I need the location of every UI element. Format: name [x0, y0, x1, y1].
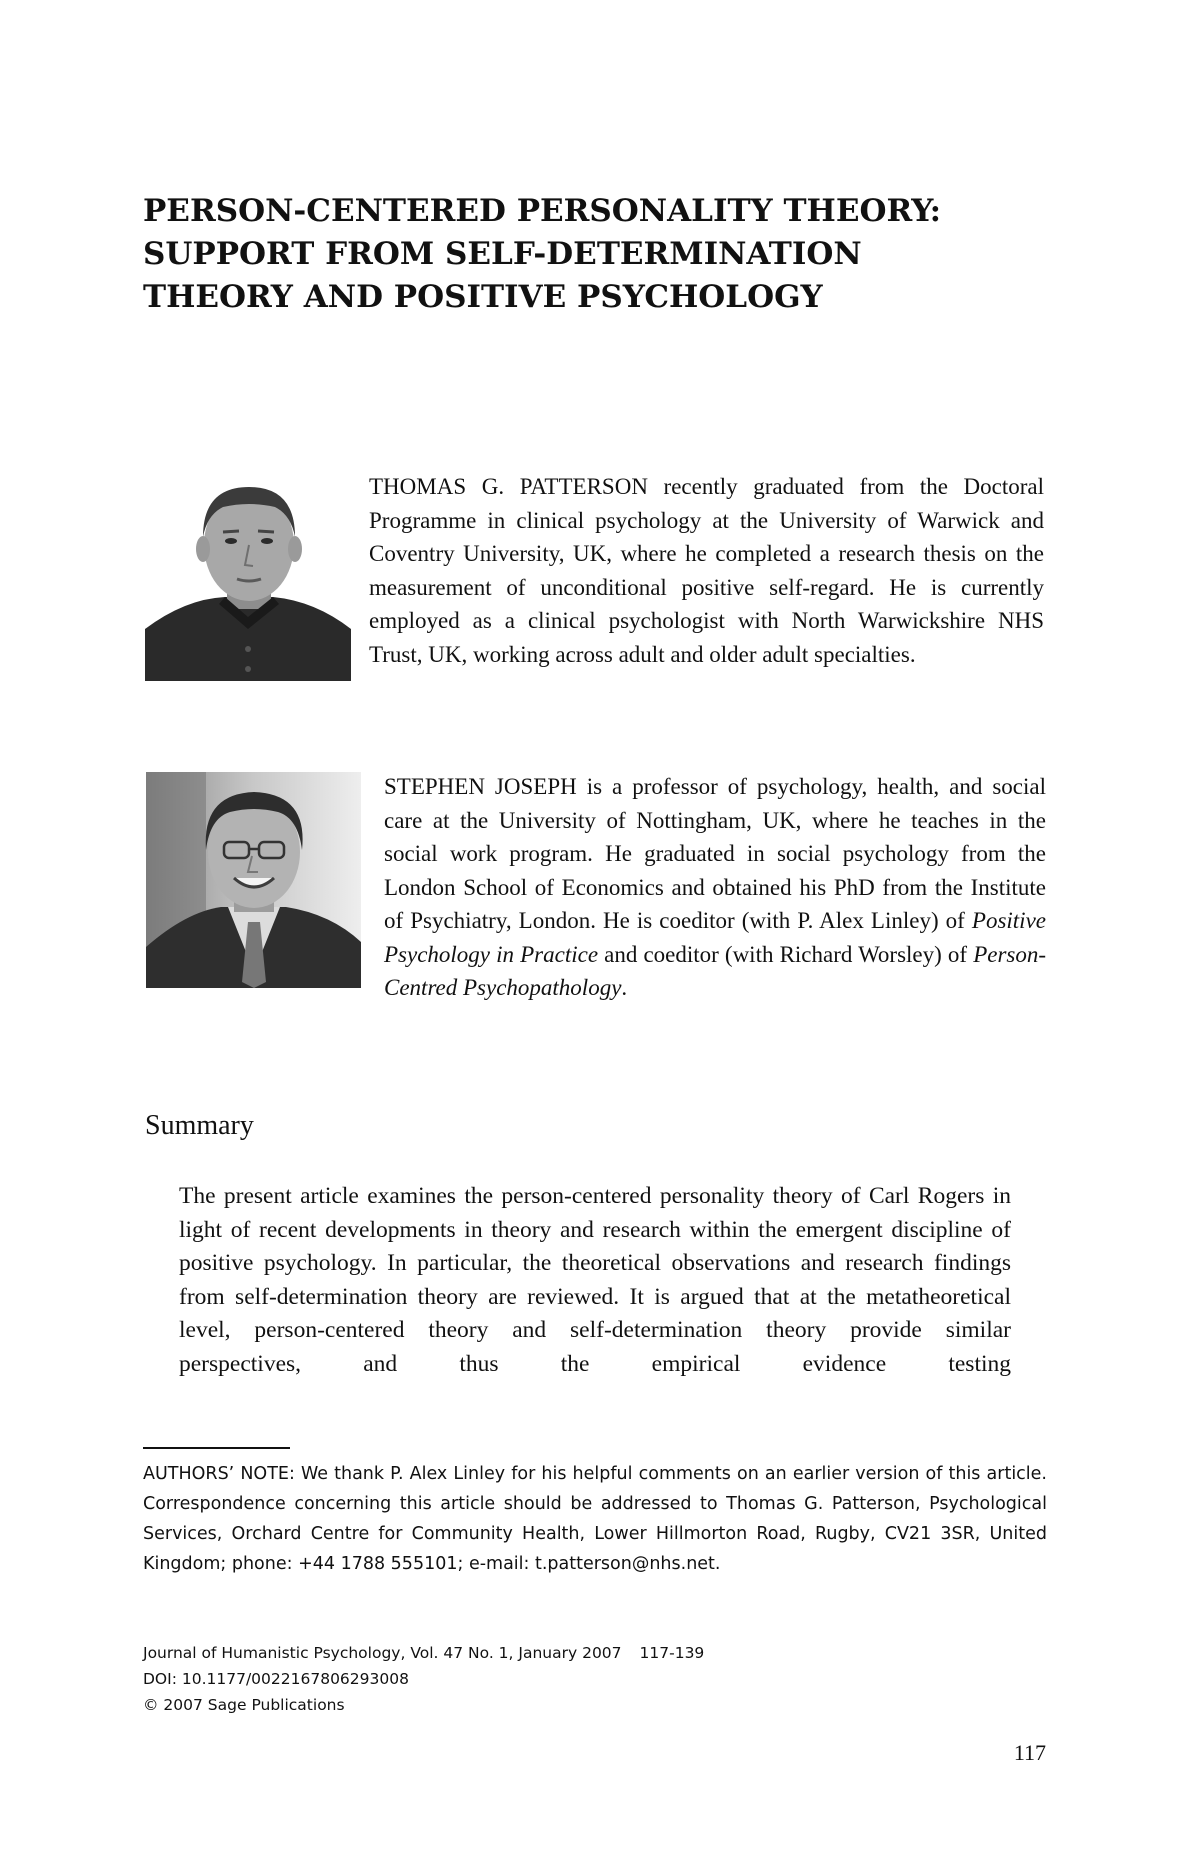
summary-heading: Summary — [145, 1110, 254, 1141]
bio-text: . — [621, 975, 628, 1000]
author-photo-patterson — [145, 479, 351, 681]
author-bio-patterson: THOMAS G. PATTERSON recently graduated from the Doctoral Programme in clinical psychology at the University of Warwick and Coventry University, UK, where he completed a research thesis on the measurement of unconditional positive self-regard. He is currently employed as a clinical psychologist with North Warwickshire NHS Trust, UK, working across adult and older adult specialties. — [369, 474, 1044, 667]
title-line: THEORY AND POSITIVE PSYCHOLOGY — [143, 279, 823, 315]
author-photo-joseph — [146, 772, 361, 988]
journal-citation-line — [143, 1640, 704, 1666]
page-number: 117 — [1013, 1740, 1046, 1765]
bio-text: and coeditor (with Richard Worsley) of — [598, 941, 974, 967]
journal-pages: 117-139 — [639, 1644, 705, 1662]
journal-info — [143, 1640, 704, 1718]
authors-note: AUTHORS’ NOTE: We thank P. Alex Linley for his helpful comments on an earlier version of this article. Correspondence concerning this article should be addressed to Thomas G. Patterson, Psychological Services, Orchard Centre for Community Health, Lower Hillmorton Road, Rugby, CV21 3SR, United Kingdom; phone: +44 1788 555101; e-mail: t.patterson@nhs.net. — [143, 1464, 1047, 1574]
portrait-icon — [145, 479, 351, 681]
title-line: PERSON-CENTERED PERSONALITY THEORY: — [143, 193, 942, 229]
portrait-icon — [146, 772, 361, 988]
footnote-divider — [143, 1447, 290, 1449]
article-title — [143, 190, 1073, 319]
journal-doi: DOI: 10.1177/0022167806293008 — [143, 1670, 409, 1688]
journal-citation: Journal of Humanistic Psychology, Vol. 47 No. 1, January 2007 — [143, 1644, 622, 1662]
title-line: SUPPORT FROM SELF-DETERMINATION — [143, 236, 862, 272]
book-title: Person-Centred Psychopathology — [384, 941, 1047, 1000]
bio-text: STEPHEN JOSEPH is a professor of psychology, health, and social care at the University of Nottingham, UK, where he teaches in the social work program. He graduated in social psychology from the London School of Economics and obtained his PhD from the Institute of Psychiatry, London. He is coeditor (with P. Alex Linley) of — [384, 774, 1046, 933]
journal-copyright: © 2007 Sage Publications — [143, 1696, 345, 1714]
summary-text: The present article examines the person-centered personality theory of Carl Rogers in light of recent developments in theory and research within the emergent discipline of positive psychology. In particular, the theoretical observations and research findings from self-determination theory are reviewed. It is argued that at the metatheoretical level, person-centered theory and self-determination theory provide similar perspectives, and thus the empirical evidence testing — [179, 1183, 1011, 1377]
author-bio-joseph — [384, 770, 1046, 1005]
book-title: Positive Psychology in Practice — [384, 908, 1046, 967]
